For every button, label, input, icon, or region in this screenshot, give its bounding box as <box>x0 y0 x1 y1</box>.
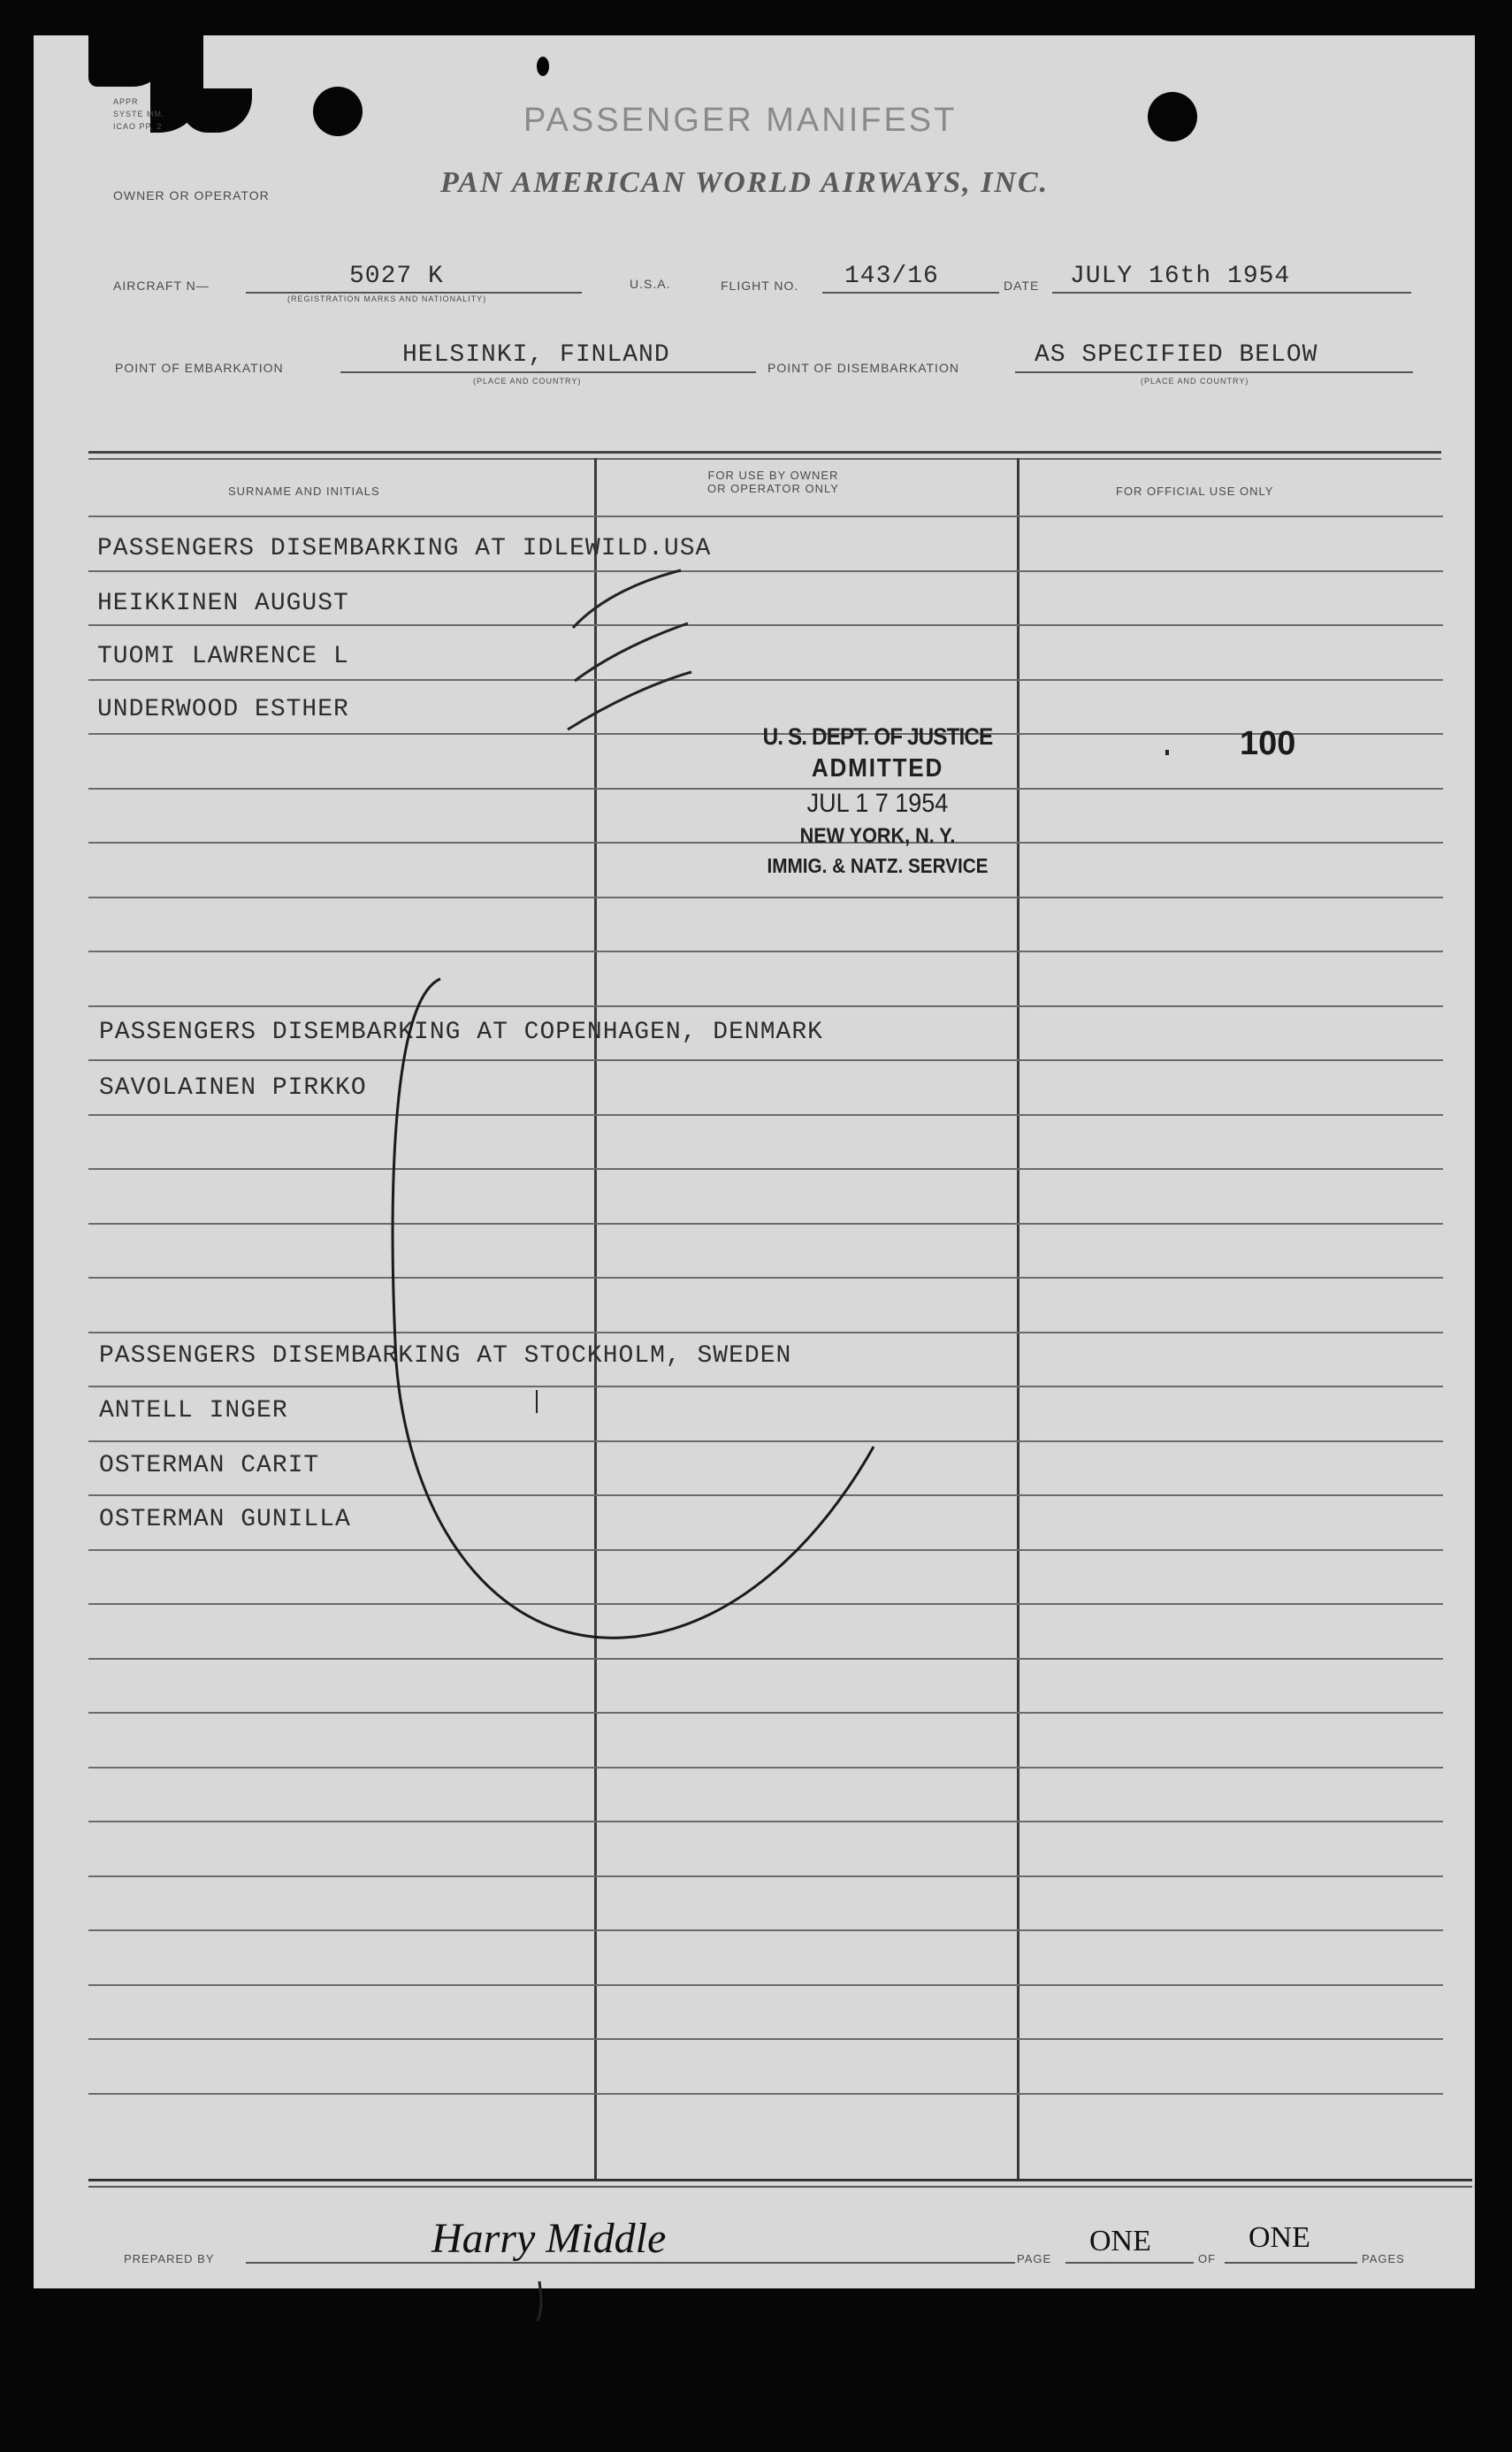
page-label: PAGE <box>1017 2252 1052 2265</box>
bracket-loop <box>393 979 874 1638</box>
section-heading: PASSENGERS DISEMBARKING AT IDLEWILD.USA <box>97 535 712 562</box>
flight-label: FLIGHT NO. <box>721 279 799 293</box>
check-mark <box>575 623 688 681</box>
prepared-label: PREPARED BY <box>124 2252 215 2265</box>
approval-line: ICAO PP. 2 <box>113 122 163 131</box>
of-label: OF <box>1198 2252 1217 2265</box>
aircraft-sub: (REGISTRATION MARKS AND NATIONALITY) <box>287 294 487 303</box>
pen-tail <box>538 2281 541 2321</box>
embark-sub: (PLACE AND COUNTRY) <box>473 377 582 386</box>
owner-value: PAN AMERICAN WORLD AIRWAYS, INC. <box>440 166 1050 199</box>
aircraft-label: AIRCRAFT N— <box>113 279 210 293</box>
disembark-label: POINT OF DISEMBARKATION <box>767 361 959 375</box>
approval-line: SYSTE MM. <box>113 110 165 118</box>
passenger-name: ANTELL INGER <box>99 1397 288 1425</box>
prepared-signature: Harry Middle <box>431 2215 667 2262</box>
stamp-line-1: U. S. DEPT. OF JUSTICE <box>762 723 993 750</box>
stamp-line-5: IMMIG. & NATZ. SERVICE <box>767 854 989 877</box>
passenger-name: TUOMI LAWRENCE L <box>97 643 349 670</box>
col-official-header: FOR OFFICIAL USE ONLY <box>1116 485 1274 498</box>
date-label: DATE <box>1004 279 1040 293</box>
official-count: 100 <box>1240 725 1296 762</box>
col-operator-header-line1: FOR USE BY OWNER <box>707 469 839 482</box>
page-underline <box>1065 2262 1194 2264</box>
page-value: ONE <box>1089 2225 1151 2257</box>
check-mark <box>573 570 681 628</box>
col-operator-header-line2: OR OPERATOR ONLY <box>707 482 839 495</box>
stamp-line-3: JUL 1 7 1954 <box>806 789 949 818</box>
section-heading: PASSENGERS DISEMBARKING AT STOCKHOLM, SWEDEN <box>99 1342 792 1370</box>
passenger-name: OSTERMAN GUNILLA <box>99 1506 351 1533</box>
stamp-line-2: ADMITTED <box>811 754 944 783</box>
passenger-name: HEIKKINEN AUGUST <box>97 590 349 617</box>
flight-value: 143/16 <box>844 263 939 290</box>
owner-label: OWNER OR OPERATOR <box>113 188 270 202</box>
embark-label: POINT OF EMBARKATION <box>115 361 284 375</box>
passenger-name: SAVOLAINEN PIRKKO <box>99 1074 367 1102</box>
usa-label: U.S.A. <box>630 277 671 291</box>
stamp-line-4: NEW YORK, N. Y. <box>799 824 956 848</box>
form-title: PASSENGER MANIFEST <box>523 102 958 139</box>
pages-label: PAGES <box>1362 2252 1405 2265</box>
disembark-value: AS SPECIFIED BELOW <box>1035 341 1318 369</box>
check-mark <box>568 672 691 729</box>
passenger-name: OSTERMAN CARIT <box>99 1452 320 1479</box>
of-value: ONE <box>1249 2221 1310 2254</box>
section-heading: PASSENGERS DISEMBARKING AT COPENHAGEN, DENMARK <box>99 1019 823 1046</box>
aircraft-value: 5027 K <box>349 263 444 290</box>
col-surname-header: SURNAME AND INITIALS <box>228 485 380 498</box>
of-underline <box>1225 2262 1357 2264</box>
approval-line: APPR <box>113 97 139 106</box>
embark-value: HELSINKI, FINLAND <box>402 341 670 369</box>
date-value: JULY 16th 1954 <box>1070 263 1291 290</box>
passenger-name: UNDERWOOD ESTHER <box>97 696 349 723</box>
disembark-sub: (PLACE AND COUNTRY) <box>1141 377 1249 386</box>
